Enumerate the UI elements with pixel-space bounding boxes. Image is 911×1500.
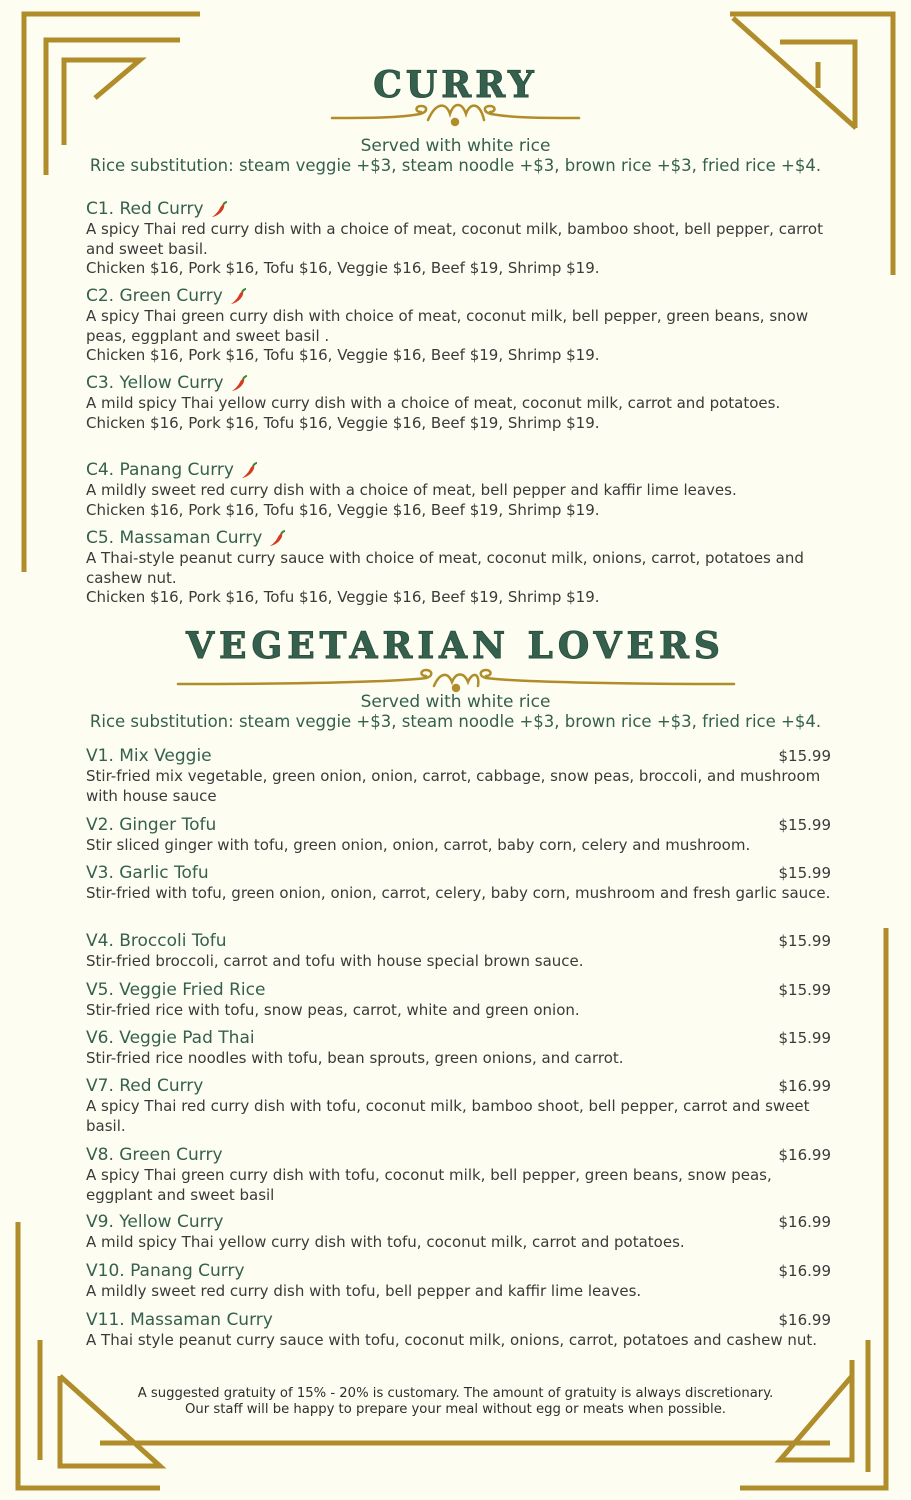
chili-pepper-icon <box>268 530 286 548</box>
dietary-note: Our staff will be happy to prepare your meal without egg or meats when possible. <box>184 1401 726 1417</box>
vegetarian-subtitle: Served with white rice <box>360 692 551 712</box>
item-name: V7. Red Curry <box>86 1076 204 1096</box>
item-name: C2. Green Curry <box>86 286 223 306</box>
item-name: V11. Massaman Curry <box>86 1310 273 1330</box>
item-price: $16.99 <box>778 1311 831 1329</box>
item-price: $16.99 <box>778 1077 831 1095</box>
chili-pepper-icon <box>240 462 258 480</box>
item-description: A spicy Thai green curry dish with tofu, coconut milk, bell pepper, green beans, snow peas, eggplant and sweet basil <box>86 1166 772 1204</box>
menu-item-vegetarian <box>86 815 831 856</box>
menu-item-vegetarian <box>86 1212 831 1253</box>
item-price: $15.99 <box>778 864 831 882</box>
menu-item-curry <box>86 528 831 608</box>
item-name: V10. Panang Curry <box>86 1261 245 1281</box>
menu-item-vegetarian <box>86 746 831 806</box>
item-name: C4. Panang Curry <box>86 460 234 480</box>
menu-item-vegetarian <box>86 980 831 1021</box>
vegetarian-title: VEGETARIAN LOVERS <box>186 625 725 667</box>
item-price: $16.99 <box>778 1146 831 1164</box>
item-description: A spicy Thai green curry dish with choice of meat, coconut milk, bell pepper, green beans, snow peas, eggplant and sweet basil . <box>86 307 809 345</box>
ornament-divider-icon <box>176 666 736 694</box>
item-prices: Chicken $16, Pork $16, Tofu $16, Veggie $16, Beef $19, Shrimp $19. <box>86 588 600 606</box>
item-description: A Thai style peanut curry sauce with tofu, coconut milk, onions, carrot, potatoes and cashew nut. <box>86 1331 818 1349</box>
footer-note <box>0 1386 911 1417</box>
menu-item-vegetarian <box>86 1310 831 1351</box>
item-name-row <box>86 460 831 481</box>
curry-title: CURRY <box>373 64 538 106</box>
item-name: V9. Yellow Curry <box>86 1212 224 1232</box>
menu-item-vegetarian <box>86 1261 831 1302</box>
item-description: Stir-fried rice with tofu, snow peas, carrot, white and green onion. <box>86 1001 580 1019</box>
item-name: V1. Mix Veggie <box>86 746 212 766</box>
item-price: $16.99 <box>778 1213 831 1231</box>
vegetarian-substitution: Rice substitution: steam veggie +$3, steam noodle +$3, brown rice +$3, fried rice +$4. <box>89 712 822 731</box>
item-name: V6. Veggie Pad Thai <box>86 1028 255 1048</box>
item-prices: Chicken $16, Pork $16, Tofu $16, Veggie $16, Beef $19, Shrimp $19. <box>86 500 600 519</box>
item-prices: Chicken $16, Pork $16, Tofu $16, Veggie $16, Beef $19, Shrimp $19. <box>86 346 600 364</box>
item-price: $15.99 <box>778 932 831 950</box>
menu-item-vegetarian <box>86 1145 831 1205</box>
menu-item-vegetarian <box>86 1028 831 1069</box>
item-name: V8. Green Curry <box>86 1145 223 1165</box>
item-name-row <box>86 528 831 549</box>
item-name: V2. Ginger Tofu <box>86 815 217 835</box>
item-description: A spicy Thai red curry dish with tofu, coconut milk, bamboo shoot, bell pepper, carrot and sweet basil. <box>86 1097 810 1135</box>
item-name: C1. Red Curry <box>86 199 204 219</box>
item-price: $15.99 <box>778 747 831 765</box>
item-description: Stir-fried rice noodles with tofu, bean sprouts, green onions, and carrot. <box>86 1049 624 1067</box>
chili-pepper-icon <box>210 201 228 219</box>
curry-substitution: Rice substitution: steam veggie +$3, steam noodle +$3, brown rice +$3, fried rice +$4. <box>89 156 822 175</box>
chili-pepper-icon <box>229 288 247 306</box>
curry-subtitle: Served with white rice <box>360 136 551 156</box>
item-description: Stir-fried mix vegetable, green onion, onion, carrot, cabbage, snow peas, broccoli, and mushroom with house sauce <box>86 767 821 805</box>
item-description: A mildly sweet red curry dish with a choice of meat, bell pepper and kaffir lime leaves. <box>86 481 737 499</box>
ornament-divider-icon <box>328 98 583 128</box>
vegetarian-subtitle-block <box>0 693 911 731</box>
item-description: Stir-fried broccoli, carrot and tofu with house special brown sauce. <box>86 952 584 970</box>
menu-item-curry <box>86 286 831 366</box>
item-name-row <box>86 373 831 394</box>
item-price: $15.99 <box>778 1029 831 1047</box>
item-name: V5. Veggie Fried Rice <box>86 980 266 1000</box>
item-price: $15.99 <box>778 816 831 834</box>
item-name-row <box>86 199 831 220</box>
item-description: Stir-fried with tofu, green onion, onion, carrot, celery, baby corn, mushroom and fresh garlic sauce. <box>86 884 831 902</box>
menu-item-curry <box>86 460 831 520</box>
gratuity-note: A suggested gratuity of 15% - 20% is customary. The amount of gratuity is always discretionary. <box>137 1386 774 1401</box>
menu-item-vegetarian <box>86 1076 831 1136</box>
item-name: V3. Garlic Tofu <box>86 863 209 883</box>
item-name: C5. Massaman Curry <box>86 528 263 548</box>
item-prices: Chicken $16, Pork $16, Tofu $16, Veggie $16, Beef $19, Shrimp $19. <box>86 259 600 277</box>
item-name-row <box>86 286 831 307</box>
item-price: $16.99 <box>778 1262 831 1280</box>
item-description: A Thai-style peanut curry sauce with choice of meat, coconut milk, onions, carrot, potatoes and cashew nut. <box>86 549 804 587</box>
item-description: A mild spicy Thai yellow curry dish with tofu, coconut milk, carrot and potatoes. <box>86 1233 685 1251</box>
item-prices: Chicken $16, Pork $16, Tofu $16, Veggie $16, Beef $19, Shrimp $19. <box>86 413 600 432</box>
item-description: A mildly sweet red curry dish with tofu, bell pepper and kaffir lime leaves. <box>86 1282 642 1300</box>
item-description: Stir sliced ginger with tofu, green onion, onion, carrot, baby corn, celery and mushroom. <box>86 836 751 854</box>
curry-subtitle-block <box>0 137 911 175</box>
item-name: V4. Broccoli Tofu <box>86 931 227 951</box>
menu-item-vegetarian <box>86 863 831 904</box>
menu-item-vegetarian <box>86 931 831 972</box>
chili-pepper-icon <box>230 375 248 393</box>
menu-item-curry <box>86 199 831 279</box>
item-price: $15.99 <box>778 981 831 999</box>
menu-item-curry <box>86 373 831 433</box>
item-description: A spicy Thai red curry dish with a choice of meat, coconut milk, bamboo shoot, bell pepper, carrot and sweet basil. <box>86 220 823 258</box>
item-description: A mild spicy Thai yellow curry dish with a choice of meat, coconut milk, carrot and potatoes. <box>86 394 781 412</box>
item-name: C3. Yellow Curry <box>86 373 224 393</box>
